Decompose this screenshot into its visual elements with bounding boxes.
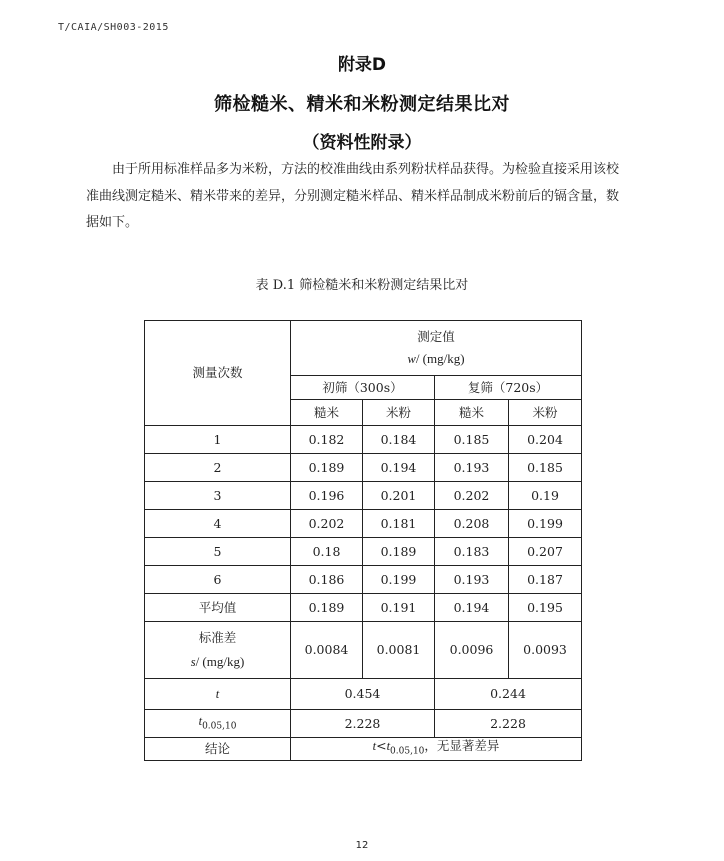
table-row [145,482,582,510]
rice-flour-header: 米粉 [363,400,435,426]
rice-flour-header: 米粉 [509,400,582,426]
paragraph-line: 据如下。 [86,215,139,230]
cell: 0.454 [291,679,435,710]
cell: 0.0081 [363,622,435,679]
row-label: 6 [145,566,291,594]
appendix-main-title: 筛检糙米、精米和米粉测定结果比对 [214,94,510,115]
cell: 0.185 [435,426,509,454]
row-label: 3 [145,482,291,510]
cell: 0.196 [291,482,363,510]
cell: 0.183 [435,538,509,566]
cell: 0.204 [509,426,582,454]
std-unit: s/ (mg/kg) [190,654,245,669]
cell: 0.186 [291,566,363,594]
cell: 0.202 [291,510,363,538]
cell: 0.195 [509,594,582,622]
paragraph-line: 由于所用标准样品多为米粉，方法的校准曲线由系列粉状样品获得。为检验直接采用该校 [112,162,620,177]
measured-value-label: 测定值 [417,329,455,344]
cell: 0.207 [509,538,582,566]
t-value-row [145,679,582,710]
cell: 0.184 [363,426,435,454]
std-label: 标准差 s/ (mg/kg) [145,622,291,679]
cell: 0.193 [435,566,509,594]
cell: 0.189 [363,538,435,566]
conclusion-cell: $t<t_{0.05,10}$，无显著差异 [291,738,582,761]
measured-value-header [291,321,582,376]
table-row [145,510,582,538]
cell: 0.182 [291,426,363,454]
row-label: 2 [145,454,291,482]
brown-rice-header: 糙米 [291,400,363,426]
re-screen-header: 复筛（720s） [435,376,582,400]
page-number: 12 [355,840,369,851]
cell: 0.208 [435,510,509,538]
cell: 2.228 [435,710,582,738]
table-row [145,454,582,482]
row-label: $t_{0.05,10}$ [145,710,291,738]
measurement-count-header: 测量次数 [145,321,291,426]
cell: 0.194 [363,454,435,482]
measured-value-unit: w/ (mg/kg) [407,351,465,366]
cell: 0.199 [509,510,582,538]
cell: 0.18 [291,538,363,566]
cell: 0.19 [509,482,582,510]
cell: 0.189 [291,594,363,622]
row-label: 1 [145,426,291,454]
cell: 0.0096 [435,622,509,679]
row-label: 平均值 [145,594,291,622]
row-label: 4 [145,510,291,538]
intro-paragraph [86,157,670,237]
appendix-type-note: （资料性附录） [302,133,422,153]
table-row [145,426,582,454]
cell: 0.185 [509,454,582,482]
cell: 0.201 [363,482,435,510]
t-critical-row [145,710,582,738]
row-label: t [145,679,291,710]
cell: 0.187 [509,566,582,594]
initial-screen-header: 初筛（300s） [291,376,435,400]
table-row [145,566,582,594]
cell: 0.0084 [291,622,363,679]
std-row [145,622,582,679]
cell: 0.191 [363,594,435,622]
cell: 0.193 [435,454,509,482]
cell: 2.228 [291,710,435,738]
conclusion-row [145,738,582,761]
brown-rice-header: 糙米 [435,400,509,426]
paragraph-line: 准曲线测定糙米、精米带来的差异，分别测定糙米样品、精米样品制成米粉前后的镉含量，数 [86,188,620,204]
row-label: 结论 [145,738,291,761]
row-label: 5 [145,538,291,566]
cell: 0.0093 [509,622,582,679]
table-row [145,538,582,566]
cell: 0.202 [435,482,509,510]
appendix-title: 附录D [337,55,387,75]
comparison-table [144,320,582,761]
document-code-header: T/CAIA/SH003-2015 [58,22,169,33]
cell: 0.189 [291,454,363,482]
cell: 0.199 [363,566,435,594]
mean-row [145,594,582,622]
cell: 0.181 [363,510,435,538]
cell: 0.244 [435,679,582,710]
table-caption: 表 D.1 筛检糙米和米粉测定结果比对 [255,278,469,293]
cell: 0.194 [435,594,509,622]
